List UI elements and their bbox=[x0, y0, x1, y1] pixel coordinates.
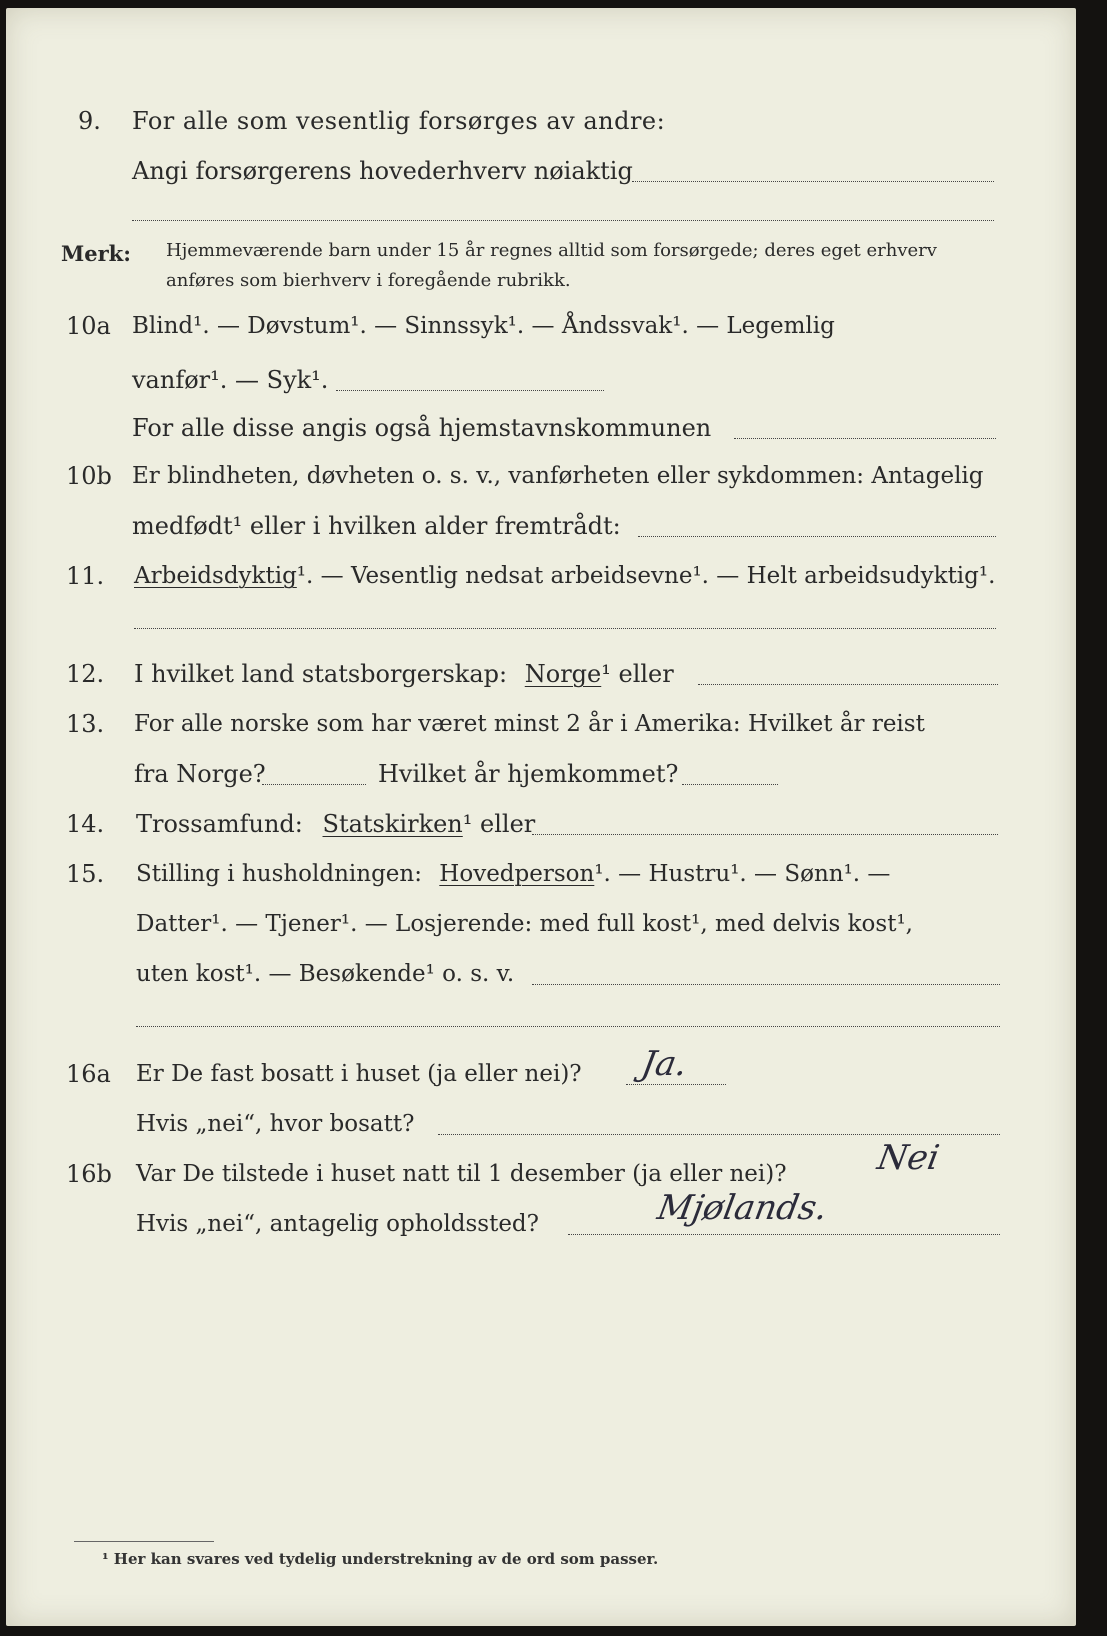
q15-answer-line2[interactable] bbox=[136, 1026, 1000, 1027]
q10a-row bbox=[6, 306, 1076, 346]
q10a-line3: For alle disse angis også hjemstavnskommunen bbox=[132, 414, 712, 442]
q14-number: 14. bbox=[66, 810, 105, 838]
q15-number: 15. bbox=[66, 860, 105, 888]
q15-option-hovedperson[interactable]: Hovedperson bbox=[439, 861, 595, 887]
q11-answer-line[interactable] bbox=[134, 628, 996, 629]
q16b-handwritten-opholdssted: Mjølands. bbox=[654, 1188, 831, 1228]
q14-post: ¹ eller bbox=[462, 810, 536, 838]
q13-reist-answer-line[interactable] bbox=[262, 784, 366, 785]
q15-answer-line[interactable] bbox=[532, 984, 1000, 985]
q16b-handwritten-answer: Nei bbox=[874, 1138, 943, 1178]
q13-row2 bbox=[6, 754, 1076, 794]
q15-line3: uten kost¹. — Besøkende¹ o. s. v. bbox=[136, 961, 515, 987]
q12-label: I hvilket land statsborgerskap: bbox=[134, 660, 508, 688]
q13-line2a: fra Norge? bbox=[134, 760, 266, 788]
q16a-bosatt-answer-line[interactable] bbox=[438, 1134, 1000, 1135]
q10a-syk-answer-line[interactable] bbox=[336, 390, 604, 391]
q16a-line1: Er De fast bosatt i huset (ja eller nei)? bbox=[136, 1061, 582, 1087]
q10a-hjemstavn-answer-line[interactable] bbox=[734, 438, 996, 439]
q14-row bbox=[6, 804, 1076, 844]
q10a-number: 10a bbox=[66, 312, 111, 340]
q13-line2b: Hvilket år hjemkommet? bbox=[378, 760, 679, 788]
q13-hjemkommet-answer-line[interactable] bbox=[682, 784, 778, 785]
q15-row bbox=[6, 854, 1076, 894]
q16b-opholdssted-answer-line[interactable] bbox=[568, 1234, 1000, 1235]
q12-row bbox=[6, 654, 1076, 694]
q10a-row2 bbox=[6, 360, 1076, 400]
q15-row2 bbox=[6, 904, 1076, 944]
merk-note bbox=[6, 234, 1076, 304]
footnote-rule bbox=[74, 1541, 214, 1542]
q10b-number: 10b bbox=[66, 462, 112, 490]
q10a-line2: vanfør¹. — Syk¹. bbox=[132, 366, 329, 394]
q16a-row bbox=[6, 1054, 1076, 1094]
q10b-answer-line[interactable] bbox=[638, 536, 996, 537]
q16b-line1: Var De tilstede i huset natt til 1 desember (ja eller nei)? bbox=[136, 1161, 787, 1187]
q16a-number: 16a bbox=[66, 1060, 111, 1088]
q9-answer-line[interactable] bbox=[632, 181, 994, 182]
q12-answer-line[interactable] bbox=[698, 684, 998, 685]
q15-line2: Datter¹. — Tjener¹. — Losjerende: med full kost¹, med delvis kost¹, bbox=[136, 911, 913, 937]
q16b-number: 16b bbox=[66, 1160, 112, 1188]
q16b-row2 bbox=[6, 1204, 1076, 1244]
q14-option-statskirken[interactable]: Statskirken bbox=[322, 810, 463, 838]
q9-answer-line2[interactable] bbox=[132, 220, 994, 221]
q11-rest: ¹. — Vesentlig nedsat arbeidsevne¹. — Helt arbeidsudyktig¹. bbox=[296, 563, 996, 589]
q10b-row bbox=[6, 456, 1076, 496]
q10b-line2: medfødt¹ eller i hvilken alder fremtrådt: bbox=[132, 512, 621, 540]
q16a-answer-line[interactable] bbox=[626, 1084, 726, 1085]
q10a-row3 bbox=[6, 408, 1076, 448]
q16a-handwritten-answer: Ja. bbox=[638, 1044, 691, 1084]
q16b-line2: Hvis „nei“, antagelig opholdssted? bbox=[136, 1211, 539, 1237]
q13-line1: For alle norske som har været minst 2 år i Amerika: Hvilket år reist bbox=[134, 711, 925, 737]
q14-label: Trossamfund: bbox=[136, 810, 303, 838]
q14-answer-line[interactable] bbox=[532, 834, 998, 835]
q10b-line1: Er blindheten, døvheten o. s. v., vanførheten eller sykdommen: Antagelig bbox=[132, 463, 984, 489]
merk-label: Merk: bbox=[61, 241, 131, 266]
q15-post: ¹. — Hustru¹. — Sønn¹. — bbox=[594, 861, 891, 887]
q13-row bbox=[6, 704, 1076, 744]
q10b-row2 bbox=[6, 506, 1076, 546]
q9-line1: For alle som vesentlig forsørges av andre: bbox=[132, 107, 666, 135]
merk-line1: Hjemmeværende barn under 15 år regnes alltid som forsørgede; deres eget erhverv bbox=[166, 240, 937, 261]
q11-row bbox=[6, 556, 1076, 596]
q12-option-norge[interactable]: Norge bbox=[524, 660, 602, 688]
q9-number: 9. bbox=[78, 107, 101, 135]
q11-option-arbeidsdyktig[interactable]: Arbeidsdyktig bbox=[134, 563, 297, 589]
q15-label: Stilling i husholdningen: bbox=[136, 861, 422, 887]
q9-row bbox=[6, 101, 1076, 141]
q10a-line1: Blind¹. — Døvstum¹. — Sinnssyk¹. — Åndssvak¹. — Legemlig bbox=[132, 313, 835, 339]
census-form-page bbox=[6, 8, 1076, 1626]
merk-line2: anføres som bierhverv i foregående rubrikk. bbox=[166, 270, 571, 291]
footnote: ¹ Her kan svares ved tydelig understrekning av de ord som passer. bbox=[102, 1550, 659, 1568]
q12-post: ¹ eller bbox=[601, 660, 674, 688]
q9-line2: Angi forsørgerens hovederhverv nøiaktig bbox=[132, 157, 633, 185]
q11-number: 11. bbox=[66, 562, 105, 590]
q9-row2 bbox=[6, 151, 1076, 191]
q12-number: 12. bbox=[66, 660, 105, 688]
q16a-line2: Hvis „nei“, hvor bosatt? bbox=[136, 1111, 415, 1137]
q13-number: 13. bbox=[66, 710, 105, 738]
q15-row3 bbox=[6, 954, 1076, 994]
